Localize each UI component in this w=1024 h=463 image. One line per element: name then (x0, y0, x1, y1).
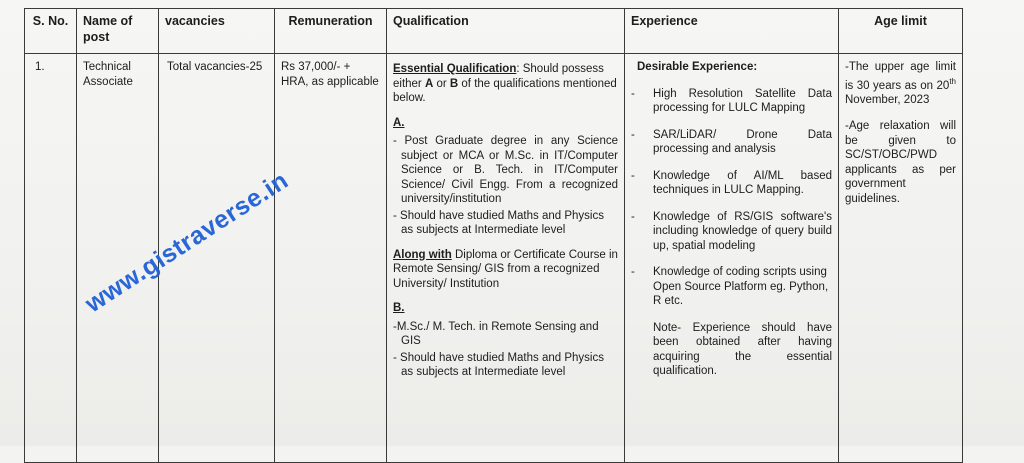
upper-age-limit: -The upper age limit is 30 years as on 20th November, 2023 (845, 61, 956, 106)
header-sno: S. No. (25, 9, 77, 54)
cell-experience (625, 54, 839, 463)
cell-qualification (387, 54, 625, 463)
experience-item: - Knowledge of RS/GIS software's including knowledge of query build up, spatial modeling (631, 210, 832, 252)
header-vacancies: vacancies (159, 9, 275, 54)
cell-sno (25, 54, 77, 463)
section-b-item: - Should have studied Maths and Physics as subjects at Intermediate level (393, 351, 604, 378)
remuneration-value: Rs 37,000/- + HRA, as applicable (281, 61, 379, 88)
header-row (25, 9, 963, 54)
post-name: Technical Associate (83, 61, 133, 88)
section-a-item: - Should have studied Maths and Physics as subjects at Intermediate level (393, 209, 604, 236)
along-with-text: Along with Diploma or Certificate Course in Remote Sensing/ GIS from a recognized University/ Institution (393, 248, 618, 290)
experience-note: Note- Experience should have been obtained after having acquiring the essential qualification. (653, 321, 832, 377)
experience-item: - Knowledge of AI/ML based techniques in LULC Mapping. (631, 169, 832, 196)
header-post: Name of post (77, 9, 159, 54)
header-experience: Experience (625, 9, 839, 54)
vacancy-table (24, 8, 963, 463)
header-remuneration: Remuneration (275, 9, 387, 54)
experience-item: - Knowledge of coding scripts using Open Source Platform eg. Python, R etc. (631, 266, 829, 307)
section-a-item: - Post Graduate degree in any Science subject or MCA or M.Sc. in IT/Computer Science or B. Tech. in IT/Computer Science/ Civil Engg. From a recognized university/institution (393, 135, 618, 205)
desirable-experience-title: Desirable Experience: (637, 61, 758, 73)
section-b-heading: B. (393, 302, 405, 314)
header-qualification: Qualification (387, 9, 625, 54)
cell-age-limit (839, 54, 963, 463)
cell-remuneration (275, 54, 387, 463)
experience-item: - SAR/LiDAR/ Drone Data processing and analysis (631, 128, 832, 155)
section-a-heading: A. (393, 116, 405, 129)
sno-value: 1. (35, 61, 45, 73)
essential-qualification-intro: Essential Qualification: Should possess either A or B of the qualifications mentioned below. (393, 63, 617, 104)
experience-item: - High Resolution Satellite Data processing for LULC Mapping (631, 87, 832, 114)
section-b-item: -M.Sc./ M. Tech. in Remote Sensing and GIS (393, 320, 599, 347)
header-age-limit: Age limit (839, 9, 963, 54)
vacancies-value: Total vacancies-25 (167, 61, 263, 73)
age-relaxation: -Age relaxation will be given to SC/ST/OBC/PWD applicants as per government guidelines. (845, 120, 956, 205)
website-watermark: www.gistraverse.in (80, 166, 294, 319)
essential-qualification-title: Essential Qualification (393, 63, 517, 75)
